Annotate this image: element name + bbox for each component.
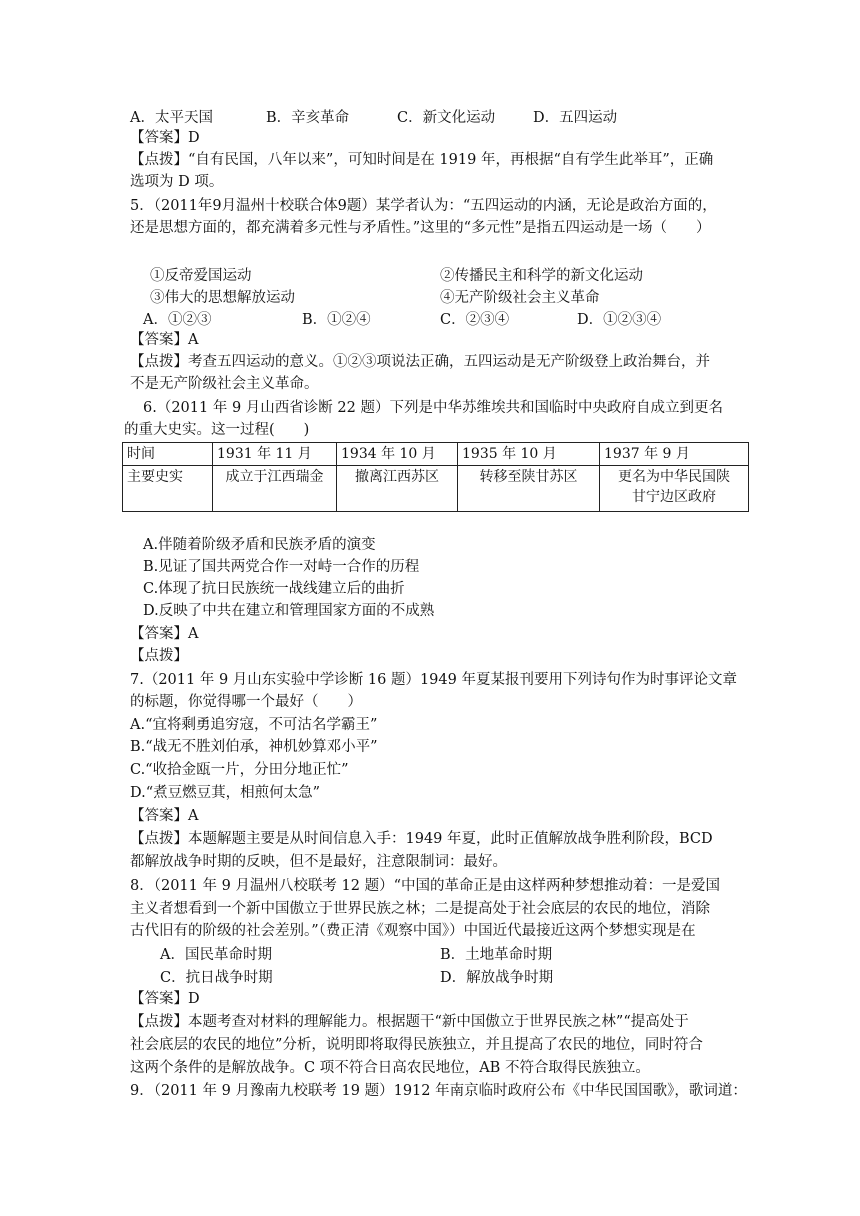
q5-stem-line1: 5．（2011年9月温州十校联合体9题）某学者认为：“五四运动的内涵，无论是政治方面的， [130, 198, 717, 214]
q5-answer: 【答案】A [130, 332, 199, 348]
q7-hint-line1: 【点拨】本题解题主要是从时间信息入手：1949 年夏，此时正值解放战争胜利阶段，BCD [130, 831, 713, 847]
q6-option-d: D.反映了中共在建立和管理国家方面的不成熟 [143, 603, 435, 619]
q5-item-1: ①反帝爱国运动 [150, 268, 252, 284]
table-cell: 1931 年 11 月 [213, 443, 337, 466]
q4-hint-line1: 【点拨】“自有民国，八年以来”，可知时间是在 1919 年，再根据“自有学生此举耳”，正确 [130, 152, 714, 168]
q5-option-b: B．①②④ [302, 312, 371, 328]
q8-hint-line3: 这两个条件的是解放战争。C 项不符合日高农民地位，AB 不符合取得民族独立。 [130, 1060, 650, 1076]
q7-option-b: B.“战无不胜刘伯承，神机妙算邓小平” [130, 739, 378, 755]
q4-option-d: D．五四运动 [533, 110, 618, 126]
q5-item-2: ②传播民主和科学的新文化运动 [440, 268, 643, 284]
q6-option-b: B.见证了国共两党合作一对峙一合作的历程 [143, 559, 420, 575]
table-cell-line2: 甘宁边区政府 [632, 489, 716, 505]
q6-table [122, 442, 749, 512]
q7-stem-line1: 7.（2011 年 9 月山东实验中学诊断 16 题）1949 年夏某报刊要用下列诗句作为时事评论文章 [130, 672, 737, 688]
q4-option-b: B．辛亥革命 [266, 110, 350, 126]
q5-item-3: ③伟大的思想解放运动 [150, 290, 295, 306]
q7-option-c: C.“收拾金瓯一片，分田分地正忙” [130, 762, 349, 778]
table-cell: 时间 [123, 443, 213, 466]
q6-stem-line2: 的重大史实。这一过程( ) [124, 422, 310, 438]
q8-option-a: A．国民革命时期 [160, 947, 272, 963]
table-row [123, 466, 749, 512]
q5-option-a: A．①②③ [143, 312, 212, 328]
table-cell: 1934 年 10 月 [337, 443, 458, 466]
q7-stem-line2: 的标题，你觉得哪一个最好（ ） [130, 694, 362, 710]
q8-stem-line2: 主义者想看到一个新中国傲立于世界民族之林；二是提高处于社会底层的农民的地位，消除 [130, 901, 710, 917]
q5-item-4: ④无产阶级社会主义革命 [440, 290, 600, 306]
q4-hint-line2: 选项为 D 项。 [130, 174, 224, 190]
q9-stem-line1: 9．（2011 年 9 月豫南九校联考 19 题）1912 年南京临时政府公布《中华民国国歌》，歌词道： [130, 1083, 747, 1099]
q4-option-a: A．太平天国 [130, 110, 213, 126]
table-cell-line1: 更名为中华民国陕 [618, 469, 730, 485]
table-cell: 1935 年 10 月 [458, 443, 600, 466]
q5-option-c: C．②③④ [440, 312, 510, 328]
q5-hint-line1: 【点拨】考查五四运动的意义。①②③项说法正确，五四运动是无产阶级登上政治舞台，并 [130, 354, 710, 370]
q8-answer: 【答案】D [130, 991, 200, 1007]
q6-option-c: C.体现了抗日民族统一战线建立后的曲折 [143, 581, 405, 597]
q8-hint-line2: 社会底层的农民的地位”分析，说明即将取得民族独立，并且提高了农民的地位，同时符合 [130, 1037, 703, 1053]
table-cell: 成立于江西瑞金 [213, 466, 337, 512]
table-cell: 主要史实 [123, 466, 213, 512]
q4-answer: 【答案】D [130, 130, 200, 146]
q7-option-a: A.“宜将剩勇追穷寇，不可沽名学霸王” [130, 717, 378, 733]
table-cell: 1937 年 9 月 [600, 443, 749, 466]
q6-hint: 【点拨】 [130, 648, 188, 664]
q7-hint-line2: 都解放战争时期的反映，但不是最好，注意限制词：最好。 [130, 854, 507, 870]
q8-option-d: D．解放战争时期 [440, 970, 554, 986]
q5-option-d: D．①②③④ [577, 312, 662, 328]
q8-hint-line1: 【点拨】本题考查对材料的理解能力。根据题干“新中国傲立于世界民族之林”“提高处于 [130, 1014, 689, 1030]
table-cell: 转移至陕甘苏区 [458, 466, 600, 512]
q7-answer: 【答案】A [130, 808, 199, 824]
q7-option-d: D.“煮豆燃豆萁，相煎何太急” [130, 785, 321, 801]
table-cell: 撤离江西苏区 [337, 466, 458, 512]
q6-option-a: A.伴随着阶级矛盾和民族矛盾的演变 [143, 537, 376, 553]
table-cell [600, 466, 749, 512]
table-row [123, 443, 749, 466]
q4-option-c: C．新文化运动 [397, 110, 496, 126]
q8-option-b: B．土地革命时期 [440, 947, 553, 963]
q5-stem-line2: 还是思想方面的，都充满着多元性与矛盾性。”这里的“多元性”是指五四运动是一场（ ） [130, 220, 711, 236]
q6-answer: 【答案】A [130, 626, 199, 642]
q8-stem-line1: 8．（2011 年 9 月温州八校联考 12 题）“中国的革命正是由这样两种梦想推动着：一是爱国 [130, 878, 721, 894]
q5-hint-line2: 不是无产阶级社会主义革命。 [130, 376, 319, 392]
q6-stem-line1: 6.（2011 年 9 月山西省诊断 22 题）下列是中华苏维埃共和国临时中央政府自成立到更名 [143, 400, 723, 416]
q8-option-c: C．抗日战争时期 [160, 970, 273, 986]
q8-stem-line3: 古代旧有的阶级的社会差别。”（费正清《观察中国》）中国近代最接近这两个梦想实现是在 [130, 923, 696, 939]
